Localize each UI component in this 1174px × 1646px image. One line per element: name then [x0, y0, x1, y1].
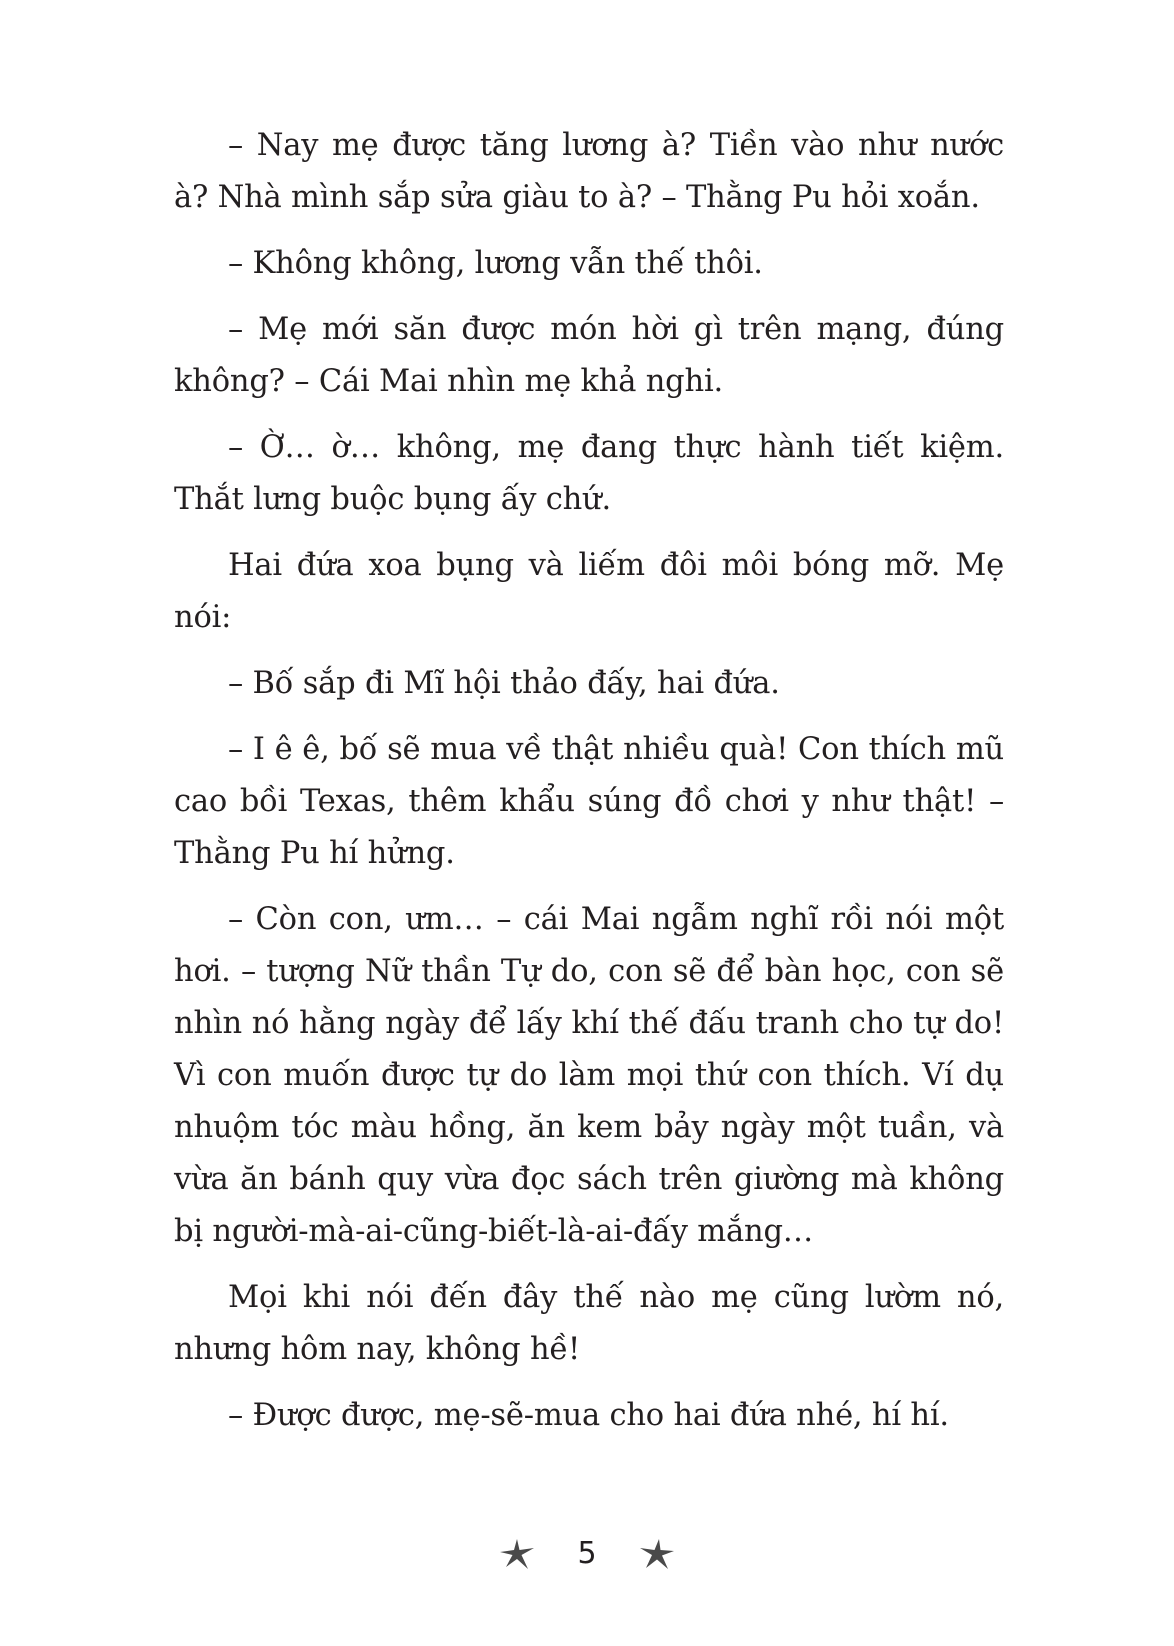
paragraph: – Còn con, ưm… – cái Mai ngẫm nghĩ rồi nói một hơi. – tượng Nữ thần Tự do, con sẽ để bàn học, con sẽ nhìn nó hằng ngày để lấy khí thế đấu tranh cho tự do! Vì con muốn được tự do làm mọi thứ con thích. Ví dụ nhuộm tóc màu hồng, ăn kem bảy ngày một tuần, và vừa ăn bánh quy vừa đọc sách trên giường mà không bị người-mà-ai-cũng-biết-là-ai-đấy mắng…	[174, 902, 1004, 1249]
paragraph: Mọi khi nói đến đây thế nào mẹ cũng lườm nó, nhưng hôm nay, không hề!	[174, 1280, 1004, 1367]
page-body	[174, 120, 1004, 1456]
paragraph: – Mẹ mới săn được món hời gì trên mạng, đúng không? – Cái Mai nhìn mẹ khả nghi.	[174, 312, 1004, 399]
paragraph: – Ờ… ờ… không, mẹ đang thực hành tiết kiệm. Thắt lưng buộc bụng ấy chứ.	[174, 430, 1004, 517]
paragraph: Hai đứa xoa bụng và liếm đôi môi bóng mỡ. Mẹ nói:	[174, 548, 1004, 635]
paragraph: – Nay mẹ được tăng lương à? Tiền vào như nước à? Nhà mình sắp sửa giàu to à? – Thằng Pu hỏi xoắn.	[174, 128, 1004, 215]
paragraph: – Không không, lương vẫn thế thôi.	[228, 246, 763, 281]
paragraph: – Bố sắp đi Mĩ hội thảo đấy, hai đứa.	[228, 666, 780, 701]
paragraph: – Được được, mẹ-sẽ-mua cho hai đứa nhé, hí hí.	[228, 1398, 949, 1433]
page-footer	[0, 1524, 1174, 1584]
star-icon	[497, 1536, 537, 1572]
star-icon	[637, 1536, 677, 1572]
page-number: 5	[577, 1536, 597, 1571]
paragraph: – I ê ê, bố sẽ mua về thật nhiều quà! Con thích mũ cao bồi Texas, thêm khẩu súng đồ chơi y như thật! – Thằng Pu hí hửng.	[174, 732, 1004, 871]
